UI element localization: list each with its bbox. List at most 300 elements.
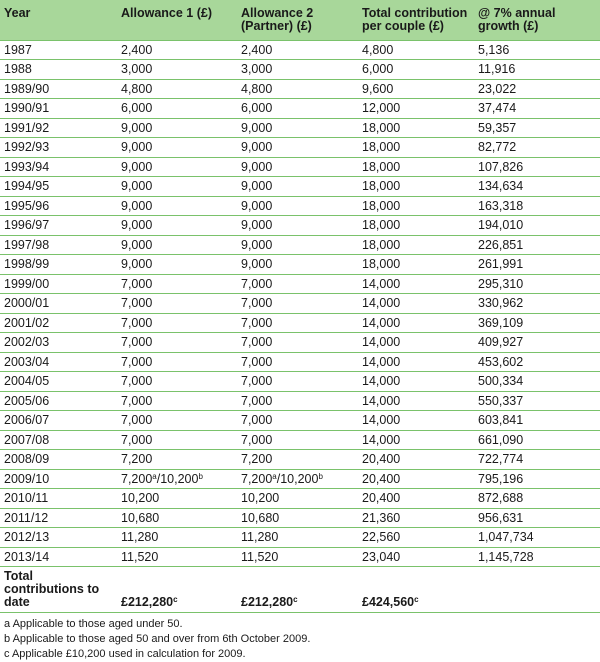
cell-year [0, 372, 117, 392]
cell-total-contribution [358, 547, 474, 567]
table-row [0, 99, 600, 119]
cell-allowance-2-text: 10,200 [241, 491, 280, 506]
cell-allowance-1-text: 7,000 [121, 335, 153, 350]
total-growth [474, 567, 600, 613]
cell-allowance-2-text: 7,000 [241, 413, 273, 428]
cell-growth [474, 235, 600, 255]
cell-year [0, 313, 117, 333]
cell-growth [474, 274, 600, 294]
cell-growth-text: 722,774 [478, 452, 524, 467]
cell-allowance-2-text: 11,520 [241, 549, 279, 564]
cell-growth [474, 216, 600, 236]
cell-year-text: 1995/96 [4, 198, 50, 213]
cell-growth [474, 118, 600, 138]
cell-allowance-1-text: 7,000 [121, 296, 153, 311]
cell-growth [474, 489, 600, 509]
cell-allowance-2 [237, 508, 358, 528]
cell-allowance-1 [117, 118, 237, 138]
cell-allowance-2-text: 3,000 [241, 62, 273, 77]
cell-total-contribution [358, 118, 474, 138]
cell-year [0, 469, 117, 489]
table-row [0, 274, 600, 294]
cell-allowance-2 [237, 528, 358, 548]
cell-allowance-2-text: 7,000 [241, 432, 273, 447]
cell-allowance-2 [237, 294, 358, 314]
cell-growth-text: 295,310 [478, 276, 524, 291]
cell-allowance-1 [117, 450, 237, 470]
cell-growth [474, 294, 600, 314]
cell-allowance-1 [117, 391, 237, 411]
cell-total-contribution-text: 9,600 [362, 81, 394, 96]
cell-allowance-1-text: 7,000 [121, 315, 153, 330]
cell-year [0, 352, 117, 372]
cell-growth-text: 603,841 [478, 413, 524, 428]
cell-growth [474, 528, 600, 548]
cell-growth [474, 255, 600, 275]
cell-allowance-1-text: 7,000 [121, 432, 153, 447]
cell-growth-text: 5,136 [478, 42, 510, 57]
cell-allowance-2-text: 4,800 [241, 81, 273, 96]
cell-growth-text: 550,337 [478, 393, 524, 408]
cell-allowance-1-text: /10,200 [156, 471, 199, 486]
cell-growth-text: 37,474 [478, 101, 517, 116]
cell-allowance-2-text: 9,000 [241, 257, 273, 272]
cell-total-contribution [358, 528, 474, 548]
cell-growth-text: 369,109 [478, 315, 524, 330]
cell-growth-text: 59,357 [478, 120, 517, 135]
cell-allowance-1 [117, 508, 237, 528]
cell-total-contribution-text: 14,000 [362, 413, 401, 428]
cell-allowance-2-text: /10,200 [276, 471, 319, 486]
cell-allowance-1 [117, 216, 237, 236]
cell-allowance-2-text: 10,680 [241, 510, 280, 525]
footnote-b: b Applicable to those aged 50 and over from 6th October 2009. [4, 633, 311, 645]
cell-growth-text: 261,991 [478, 257, 524, 272]
cell-allowance-1-text: 2,400 [121, 42, 153, 57]
table-row [0, 411, 600, 431]
table-row [0, 528, 600, 548]
cell-growth-text: 11,916 [478, 62, 516, 77]
cell-total-contribution-text: 14,000 [362, 374, 401, 389]
cell-total-contribution-text: 14,000 [362, 393, 401, 408]
cell-allowance-2 [237, 430, 358, 450]
cell-total-contribution [358, 391, 474, 411]
cell-total-contribution-text: 14,000 [362, 276, 401, 291]
cell-growth-text: 795,196 [478, 471, 524, 486]
cell-allowance-2 [237, 40, 358, 60]
cell-total-contribution-text: 14,000 [362, 354, 401, 369]
cell-growth-text: 453,602 [478, 354, 524, 369]
cell-year [0, 411, 117, 431]
cell-year [0, 196, 117, 216]
cell-allowance-1-text: 9,000 [121, 140, 153, 155]
cell-allowance-2-text: 6,000 [241, 101, 273, 116]
cell-total-contribution-text: 6,000 [362, 62, 394, 77]
table-row [0, 352, 600, 372]
footnote-marker: a [152, 471, 157, 481]
table-row [0, 235, 600, 255]
cell-allowance-1 [117, 60, 237, 80]
cell-allowance-1 [117, 40, 237, 60]
cell-year-text: 2012/13 [4, 530, 50, 545]
table-row [0, 79, 600, 99]
cell-year [0, 333, 117, 353]
cell-year [0, 255, 117, 275]
cell-allowance-1 [117, 528, 237, 548]
total-allowance-2 [237, 567, 358, 613]
cell-allowance-2 [237, 235, 358, 255]
cell-allowance-2-text: 11,280 [241, 530, 279, 545]
cell-allowance-1 [117, 79, 237, 99]
cell-total-contribution-text: 12,000 [362, 101, 401, 116]
cell-allowance-2-text: 9,000 [241, 140, 273, 155]
cell-total-contribution-text: 18,000 [362, 198, 401, 213]
footnote-marker: c [293, 595, 298, 604]
table-row [0, 508, 600, 528]
cell-total-contribution-text: 14,000 [362, 335, 401, 350]
cell-year [0, 157, 117, 177]
cell-allowance-2 [237, 138, 358, 158]
table-row [0, 255, 600, 275]
cell-year-text: 2000/01 [4, 296, 50, 311]
cell-year-text: 1990/91 [4, 101, 50, 116]
cell-total-contribution-text: 18,000 [362, 120, 401, 135]
table-row [0, 313, 600, 333]
cell-growth [474, 177, 600, 197]
cell-allowance-1-text: 7,000 [121, 374, 153, 389]
cell-total-contribution-text: 14,000 [362, 432, 401, 447]
cell-allowance-1 [117, 274, 237, 294]
cell-total-contribution-text: 23,040 [362, 549, 401, 564]
cell-allowance-2-text: 7,000 [241, 374, 273, 389]
cell-growth [474, 138, 600, 158]
cell-growth [474, 547, 600, 567]
cell-allowance-1-text: 10,680 [121, 510, 160, 525]
cell-allowance-2 [237, 411, 358, 431]
cell-year-text: 1989/90 [4, 81, 50, 96]
cell-growth [474, 430, 600, 450]
cell-growth-text: 872,688 [478, 491, 524, 506]
cell-year-text: 1987 [4, 42, 32, 57]
cell-allowance-2 [237, 118, 358, 138]
footnotes [0, 613, 600, 662]
cell-total-contribution [358, 508, 474, 528]
cell-total-contribution-text: 14,000 [362, 315, 401, 330]
cell-growth-text: 661,090 [478, 432, 524, 447]
cell-allowance-2 [237, 157, 358, 177]
cell-growth [474, 157, 600, 177]
table-row [0, 333, 600, 353]
table-row [0, 40, 600, 60]
cell-allowance-2 [237, 333, 358, 353]
cell-total-contribution-text: 22,560 [362, 530, 401, 545]
cell-growth-text: 163,318 [478, 198, 524, 213]
cell-allowance-1-text: 9,000 [121, 179, 153, 194]
cell-total-contribution-text: 20,400 [362, 471, 401, 486]
cell-allowance-1 [117, 372, 237, 392]
cell-allowance-1-text: 9,000 [121, 159, 153, 174]
footnote-marker: c [173, 595, 178, 604]
cell-year-text: 2004/05 [4, 374, 50, 389]
cell-year-text: 2010/11 [4, 491, 49, 506]
cell-allowance-2 [237, 274, 358, 294]
footnote-marker: b [318, 471, 323, 481]
cell-allowance-1 [117, 177, 237, 197]
cell-year [0, 391, 117, 411]
cell-growth-text: 226,851 [478, 237, 524, 252]
footnote-c: c Applicable £10,200 used in calculation for 2009. [4, 648, 246, 660]
cell-total-contribution [358, 196, 474, 216]
total-couple [358, 567, 474, 613]
cell-allowance-2-text: 7,000 [241, 354, 273, 369]
cell-allowance-1 [117, 313, 237, 333]
cell-allowance-1-text: 4,800 [121, 81, 153, 96]
cell-allowance-2 [237, 372, 358, 392]
table-row [0, 177, 600, 197]
cell-total-contribution [358, 313, 474, 333]
cell-allowance-2 [237, 216, 358, 236]
cell-total-contribution [358, 79, 474, 99]
cell-allowance-2 [237, 313, 358, 333]
cell-growth-text: 194,010 [478, 218, 524, 233]
cell-allowance-1 [117, 196, 237, 216]
cell-allowance-2-text: 7,200 [241, 471, 273, 486]
table-row [0, 294, 600, 314]
cell-allowance-1-text: 10,200 [121, 491, 160, 506]
cell-total-contribution [358, 60, 474, 80]
cell-year-text: 2009/10 [4, 471, 50, 486]
cell-total-contribution [358, 216, 474, 236]
table-row [0, 118, 600, 138]
cell-growth-text: 330,962 [478, 296, 524, 311]
header-row [0, 0, 600, 40]
cell-year-text: 1993/94 [4, 159, 50, 174]
footnote-marker: c [414, 595, 419, 604]
cell-year [0, 508, 117, 528]
cell-allowance-1 [117, 294, 237, 314]
cell-growth-text: 409,927 [478, 335, 524, 350]
cell-year-text: 2006/07 [4, 413, 50, 428]
cell-allowance-2-text: 7,000 [241, 296, 273, 311]
cell-growth-text: 107,826 [478, 159, 524, 174]
cell-total-contribution [358, 274, 474, 294]
cell-growth [474, 99, 600, 119]
cell-allowance-2-text: 7,200 [241, 452, 273, 467]
cell-year-text: 2001/02 [4, 315, 50, 330]
cell-allowance-2 [237, 469, 358, 489]
table-row [0, 196, 600, 216]
header-total-contribution: Total contribution per couple (£) [358, 0, 474, 40]
cell-total-contribution-text: 21,360 [362, 510, 401, 525]
cell-allowance-1 [117, 235, 237, 255]
cell-year [0, 528, 117, 548]
cell-year [0, 138, 117, 158]
total-label: Total contributions to date [0, 567, 117, 613]
cell-total-contribution [358, 489, 474, 509]
cell-allowance-1-text: 9,000 [121, 257, 153, 272]
footnote-marker: a [272, 471, 277, 481]
cell-allowance-1 [117, 157, 237, 177]
cell-allowance-1 [117, 547, 237, 567]
cell-allowance-1 [117, 411, 237, 431]
cell-allowance-1 [117, 138, 237, 158]
cell-growth [474, 372, 600, 392]
cell-growth-text: 134,634 [478, 179, 524, 194]
cell-year-text: 1988 [4, 62, 32, 77]
cell-growth [474, 40, 600, 60]
total-couple-value: £424,560 [362, 595, 415, 609]
cell-total-contribution [358, 157, 474, 177]
cell-year-text: 1996/97 [4, 218, 50, 233]
cell-allowance-2-text: 9,000 [241, 198, 273, 213]
cell-growth [474, 196, 600, 216]
cell-year-text: 2007/08 [4, 432, 50, 447]
cell-allowance-1-text: 7,200 [121, 452, 153, 467]
cell-allowance-2-text: 9,000 [241, 179, 273, 194]
cell-allowance-2 [237, 255, 358, 275]
cell-year-text: 1998/99 [4, 257, 50, 272]
cell-total-contribution [358, 411, 474, 431]
cell-allowance-2 [237, 177, 358, 197]
cell-growth-text: 500,334 [478, 374, 524, 389]
cell-growth [474, 450, 600, 470]
cell-total-contribution [358, 450, 474, 470]
cell-allowance-1-text: 7,000 [121, 276, 153, 291]
cell-allowance-2 [237, 391, 358, 411]
cell-allowance-1 [117, 469, 237, 489]
table-row [0, 138, 600, 158]
cell-allowance-1-text: 9,000 [121, 237, 153, 252]
cell-year-text: 1994/95 [4, 179, 50, 194]
cell-allowance-1 [117, 99, 237, 119]
cell-growth [474, 391, 600, 411]
table-row [0, 372, 600, 392]
cell-allowance-1-text: 7,200 [121, 471, 153, 486]
cell-allowance-1-text: 7,000 [121, 393, 153, 408]
cell-year [0, 547, 117, 567]
cell-year-text: 2002/03 [4, 335, 50, 350]
cell-year-text: 2005/06 [4, 393, 50, 408]
cell-allowance-1 [117, 255, 237, 275]
cell-allowance-2 [237, 196, 358, 216]
cell-allowance-1-text: 9,000 [121, 218, 153, 233]
header-growth: @ 7% annual growth (£) [474, 0, 600, 40]
cell-allowance-2 [237, 99, 358, 119]
cell-total-contribution-text: 14,000 [362, 296, 401, 311]
cell-year [0, 294, 117, 314]
cell-allowance-2 [237, 489, 358, 509]
header-allowance-1: Allowance 1 (£) [117, 0, 237, 40]
footnote-marker: b [198, 471, 203, 481]
cell-allowance-1 [117, 430, 237, 450]
cell-allowance-1 [117, 333, 237, 353]
cell-allowance-2-text: 2,400 [241, 42, 273, 57]
footnote-a: a Applicable to those aged under 50. [4, 618, 183, 630]
cell-total-contribution [358, 430, 474, 450]
cell-growth [474, 352, 600, 372]
cell-year [0, 79, 117, 99]
cell-growth [474, 313, 600, 333]
table-row [0, 216, 600, 236]
cell-total-contribution [358, 333, 474, 353]
cell-allowance-2-text: 9,000 [241, 237, 273, 252]
cell-total-contribution [358, 177, 474, 197]
table-row [0, 450, 600, 470]
cell-allowance-1-text: 7,000 [121, 354, 153, 369]
cell-total-contribution [358, 138, 474, 158]
cell-year [0, 40, 117, 60]
table-row [0, 489, 600, 509]
total-allowance-1-value: £212,280 [121, 595, 174, 609]
cell-total-contribution [358, 352, 474, 372]
cell-year-text: 1999/00 [4, 276, 50, 291]
cell-allowance-2 [237, 352, 358, 372]
header-year: Year [0, 0, 117, 40]
table-row [0, 157, 600, 177]
cell-allowance-2 [237, 79, 358, 99]
cell-year-text: 2013/14 [4, 549, 50, 564]
cell-year-text: 1997/98 [4, 237, 50, 252]
total-allowance-2-value: £212,280 [241, 595, 294, 609]
cell-total-contribution [358, 469, 474, 489]
table-row [0, 469, 600, 489]
cell-year-text: 1992/93 [4, 140, 50, 155]
cell-growth [474, 79, 600, 99]
cell-allowance-2-text: 7,000 [241, 276, 273, 291]
table-row [0, 547, 600, 567]
cell-allowance-1 [117, 352, 237, 372]
cell-total-contribution-text: 20,400 [362, 491, 401, 506]
cell-allowance-1-text: 7,000 [121, 413, 153, 428]
cell-allowance-1-text: 6,000 [121, 101, 153, 116]
cell-allowance-1-text: 11,520 [121, 549, 159, 564]
cell-year [0, 177, 117, 197]
cell-total-contribution-text: 18,000 [362, 179, 401, 194]
cell-year [0, 118, 117, 138]
cell-allowance-1-text: 9,000 [121, 198, 153, 213]
cell-allowance-2 [237, 450, 358, 470]
cell-total-contribution [358, 99, 474, 119]
cell-growth [474, 333, 600, 353]
cell-total-contribution [358, 255, 474, 275]
table-row [0, 430, 600, 450]
cell-year [0, 274, 117, 294]
cell-growth-text: 82,772 [478, 140, 517, 155]
cell-year-text: 2008/09 [4, 452, 50, 467]
cell-allowance-2 [237, 60, 358, 80]
cell-allowance-2 [237, 547, 358, 567]
cell-allowance-2-text: 9,000 [241, 159, 273, 174]
cell-total-contribution-text: 18,000 [362, 140, 401, 155]
cell-growth [474, 469, 600, 489]
table-row [0, 391, 600, 411]
cell-growth-text: 23,022 [478, 81, 517, 96]
total-row [0, 567, 600, 613]
cell-allowance-1-text: 11,280 [121, 530, 159, 545]
cell-allowance-2-text: 9,000 [241, 218, 273, 233]
cell-year [0, 216, 117, 236]
cell-total-contribution-text: 18,000 [362, 257, 401, 272]
cell-year [0, 99, 117, 119]
cell-total-contribution-text: 18,000 [362, 218, 401, 233]
cell-total-contribution-text: 20,400 [362, 452, 401, 467]
cell-total-contribution-text: 18,000 [362, 159, 401, 174]
cell-allowance-2-text: 9,000 [241, 120, 273, 135]
cell-allowance-2-text: 7,000 [241, 335, 273, 350]
cell-total-contribution-text: 18,000 [362, 237, 401, 252]
cell-allowance-1-text: 9,000 [121, 120, 153, 135]
table-row [0, 60, 600, 80]
